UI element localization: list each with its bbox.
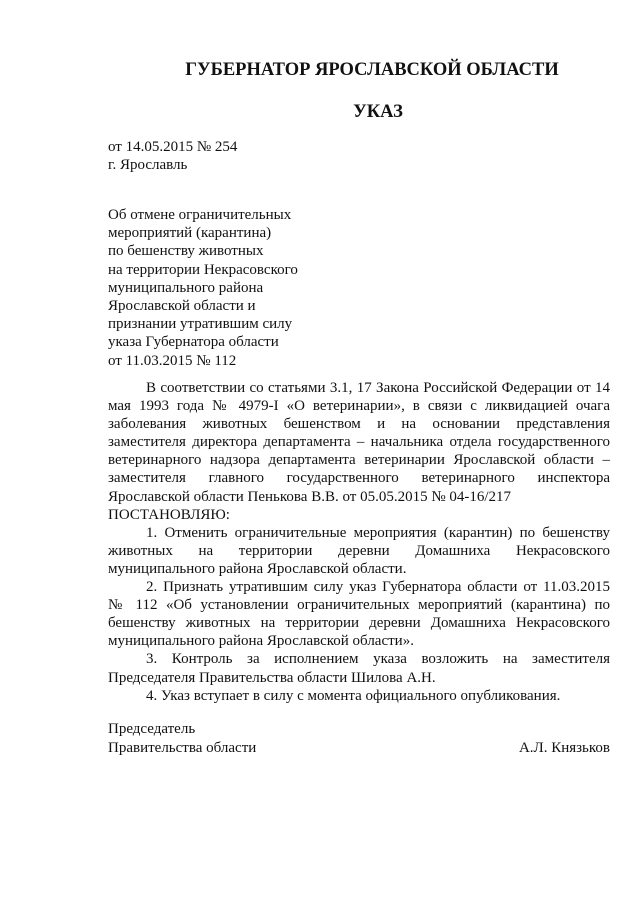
subject-line: указа Губернатора области <box>108 334 279 351</box>
item-3-paragraph: 3. Контроль за исполнением указа возложить на заместителя Председателя Правительства области Шилова А.Н. <box>108 651 610 686</box>
document-issuer-title: ГУБЕРНАТОР ЯРОСЛАВСКОЙ ОБЛАСТИ <box>185 60 559 80</box>
document-meta <box>108 138 237 174</box>
subject-line: мероприятий (карантина) <box>108 225 272 242</box>
item-2-paragraph: 2. Признать утратившим силу указ Губернатора области от 11.03.2015 № 112 «Об установлении ограничительных мероприятий (карантина) по бешенству животных на территории деревни Домашниха Некрасовского муниципального района Ярославской области». <box>108 579 610 650</box>
subject-line: от 11.03.2015 № 112 <box>108 352 237 369</box>
document-body <box>108 379 610 705</box>
resolve-heading: ПОСТАНОВЛЯЮ: <box>108 506 230 523</box>
signatory-name: А.Л. Князьков <box>518 740 610 756</box>
subject-line: Ярославской области и <box>108 298 256 315</box>
subject-line: по бешенству животных <box>108 243 264 260</box>
subject-line: на территории Некрасовского <box>108 261 298 278</box>
signature-row <box>108 739 610 758</box>
subject-line: Об отмене ограничительных <box>108 207 292 223</box>
signatory-position-line1: Председатель <box>108 721 196 737</box>
document-type-title: УКАЗ <box>353 102 403 122</box>
signatory-position-line2: Правительства области <box>108 740 257 756</box>
preamble-paragraph: В соответствии со статьями 3.1, 17 Закона Российской Федерации от 14 мая 1993 года № 4979-I «О ветеринарии», в связи с ликвидацией очага заболевания животных бешенством и на основании представления заместителя директора департамента – начальника отдела государственного ветеринарного надзора департамента ветеринарии Ярославской области – заместителя главного государственного ветеринарного инспектора Ярославской области Пенькова В.В. от 05.05.2015 № 04-16/217 <box>108 380 610 505</box>
document-city: г. Ярославль <box>108 157 188 173</box>
item-4-paragraph: 4. Указ вступает в силу с момента официального опубликования. <box>146 687 561 704</box>
subject-line: признании утратившим силу <box>108 316 293 333</box>
signature-block <box>108 720 610 758</box>
item-1-paragraph: 1. Отменить ограничительные мероприятия (карантин) по бешенству животных на территории деревни Домашниха Некрасовского муниципального района Ярославской области. <box>108 524 610 577</box>
document-subject <box>108 206 298 370</box>
document-date-number: от 14.05.2015 № 254 <box>108 139 238 155</box>
subject-line: муниципального района <box>108 279 264 296</box>
